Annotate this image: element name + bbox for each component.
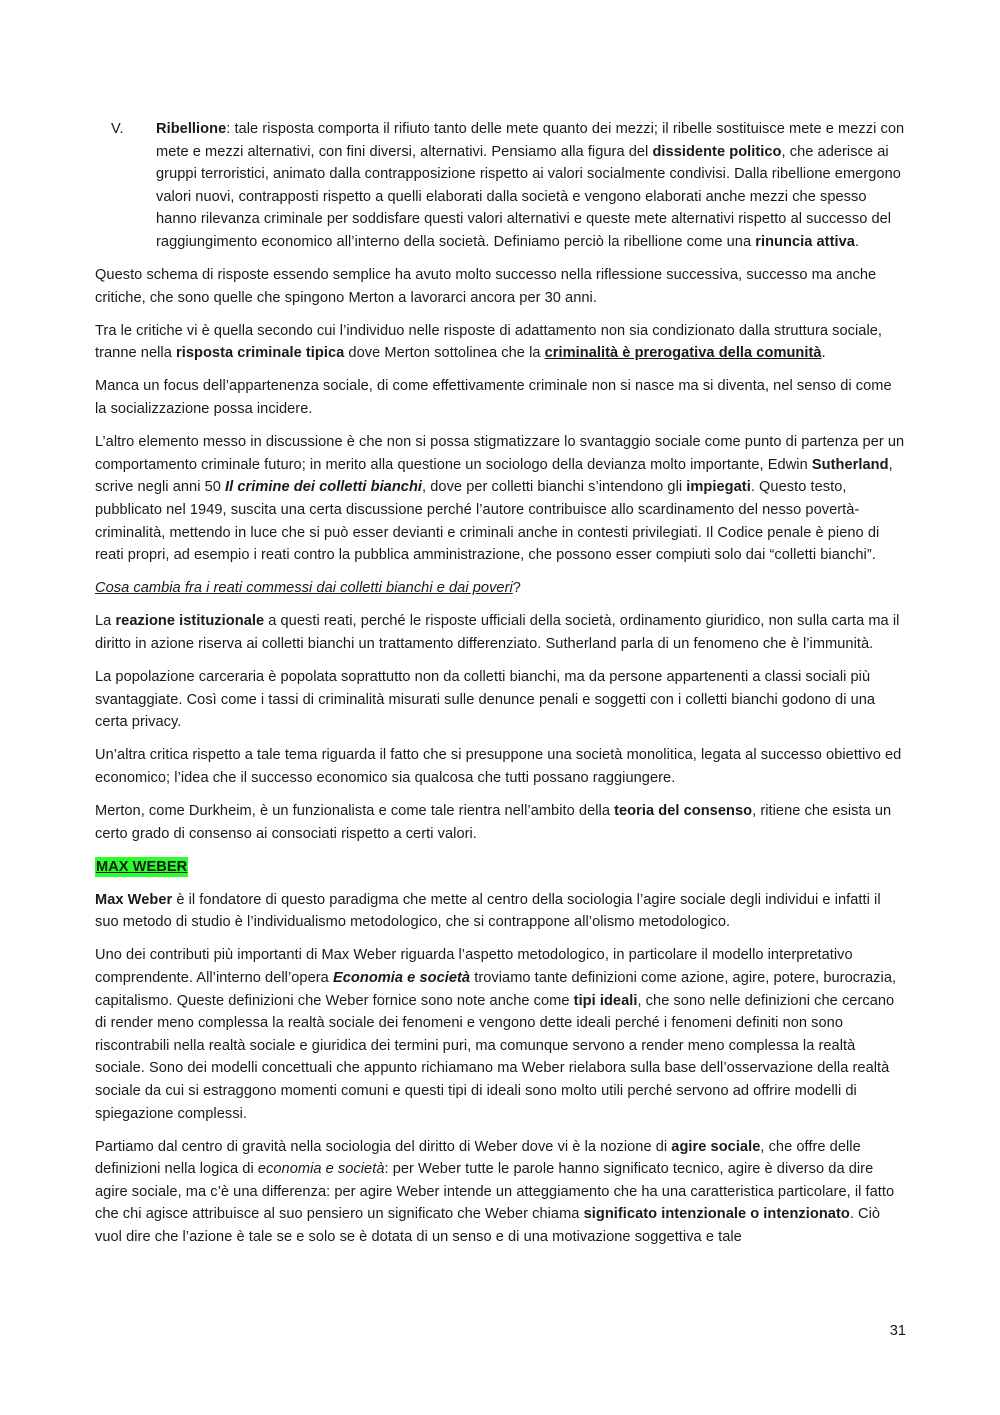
text-run: , dove per colletti bianchi s’intendono gli bbox=[422, 479, 687, 496]
text-run: , che aderisce ai gruppi terroristici, animato dalla contrapposizione rispetto ai valori socialmente condivisi. Dalla ribellione emergono valori nuovi, contrapposti rispetto a quelli elaborati dalla società e vengono elaborati anche mezzi che spesso hanno rilevanza criminale per soddisfare questi valori alternativi e queste mete alternativi rispetto al successo del raggiungimento economico all’interno della società. Definiamo perciò la ribellione come una bbox=[156, 143, 901, 250]
paragraph-societa-monolitica: Un’altra critica rispetto a tale tema riguarda il fatto che si presuppone una società monolitica, legata al successo obiettivo ed economico; l’idea che il successo economico sia qualcosa che tutti possano raggiungere. bbox=[95, 747, 902, 786]
text-run: Partiamo dal centro di gravità nella sociologia del diritto di Weber dove vi è la nozione di bbox=[95, 1138, 672, 1155]
text-run: , che sono nelle definizioni che cercano di render meno complessa la realtà sociale dei fenomeni e vengono dette ideali perché i fenomeni definiti non sono riscontrabili nella realtà sociale e giuridica dei termini puri, ma comunque servono a render meno complessa la realtà sociale. Sono dei modelli concettuali che appunto richiamano ma Weber rielabora sulla base dell’osservazione della realtà sociale da cui si estraggono momenti comuni e questi tipi di ideali sono molto utili perché servono ad offrire modelli di spiegazione complessi. bbox=[95, 992, 895, 1122]
paragraph-schema-risposte: Questo schema di risposte essendo semplice ha avuto molto successo nella riflessione successiva, successo ma anche critiche, che sono quelle che spingono Merton a lavorarci ancora per 30 anni. bbox=[95, 267, 877, 306]
text-run: La bbox=[95, 613, 116, 630]
term-significato-intenzionale: significato intenzionale o intenzionato bbox=[583, 1206, 850, 1223]
paragraph-reazione-istituzionale bbox=[95, 610, 907, 655]
term-dissidente-politico: dissidente politico bbox=[652, 143, 782, 160]
text-run: dove Merton sottolinea che la bbox=[344, 345, 545, 362]
text-run: . bbox=[854, 233, 860, 250]
paragraph-teoria-consenso bbox=[95, 800, 907, 845]
paragraph-question bbox=[95, 577, 907, 600]
book-title-economia-e-societa: Economia e società bbox=[332, 970, 471, 986]
term-sutherland: Sutherland bbox=[811, 456, 889, 473]
document-page bbox=[95, 118, 907, 1259]
text-run: . bbox=[821, 345, 826, 362]
term-rinuncia-attiva: rinuncia attiva bbox=[755, 233, 855, 250]
text-run: , ritiene che esista un certo grado di consenso ai consociati rispetto a certi valori. bbox=[95, 802, 892, 842]
term-max-weber: Max Weber bbox=[95, 891, 173, 908]
list-item-ribellione bbox=[95, 118, 907, 254]
text-run: : tale risposta comporta il rifiuto tanto delle mete quanto dei mezzi; il ribelle sostituisce mete e mezzi con mete e mezzi alternativi, con fini diversi, alternativi. Pensiamo alla figura del bbox=[156, 121, 905, 160]
text-run: . Ciò vuol dire che l’azione è tale se e solo se è dotata di un senso e di una motivazione soggettiva e tale bbox=[95, 1206, 881, 1246]
paragraph-critiche bbox=[95, 320, 907, 365]
text-run: Uno dei contributi più importanti di Max Weber riguarda l’aspetto metodologico, in particolare il modello interpretativo comprendente. All’interno dell’opera bbox=[95, 947, 853, 986]
text-run: a questi reati, perché le risposte ufficiali della società, ordinamento giuridico, non sulla carta ma il diritto in azione riserva ai colletti bianchi un trattamento differenziato. Sutherland parla di un fenomeno che è l’immunità. bbox=[95, 613, 900, 652]
list-item-body bbox=[156, 118, 907, 254]
paragraph-appartenenza-sociale: Manca un focus dell’appartenenza sociale, di come effettivamente criminale non si nasce ma si diventa, nel senso di come la socializzazione possa incidere. bbox=[95, 378, 892, 418]
term-risposta-criminale-tipica: risposta criminale tipica bbox=[175, 345, 345, 362]
paragraph-sutherland bbox=[95, 431, 907, 567]
text-run: , scrive negli anni 50 bbox=[95, 456, 893, 496]
book-title-crimine-colletti-bianchi: Il crimine dei colletti bianchi bbox=[225, 479, 423, 496]
term-criminalita-prerogativa: criminalità è prerogativa della comunità bbox=[544, 345, 822, 362]
text-run: è il fondatore di questo paradigma che mette al centro della sociologia l’agire sociale degli individui e infatti il suo metodo di studio è l’individualismo metodologico, che si contrappone all’olismo metodologico. bbox=[95, 891, 881, 931]
term-ribellione: Ribellione bbox=[156, 121, 227, 137]
question-text: Cosa cambia fra i reati commessi dai colletti bianchi e dai poveri bbox=[95, 580, 513, 597]
page-number: 31 bbox=[889, 1323, 906, 1339]
paragraph-popolazione-carceraria: La popolazione carceraria è popolata soprattutto non da colletti bianchi, ma da persone appartenenti a classi sociali più svantaggiate. Così come i tassi di criminalità misurati sulle denunce penali e soggetti con i colletti bianchi godono di una certa privacy. bbox=[95, 668, 876, 731]
text-run: . Questo testo, pubblicato nel 1949, suscita una certa discussione perché l’autore contribuisce allo scardinamento del nesso povertà-criminalità, mettendo in luce che si può esser devianti e criminali anche in contesti privilegiati. Il Codice penale è pieno di reati propri, ad esempio i reati contro la pubblica amministrazione, che possono esser compiuti solo dai “colletti bianchi”. bbox=[95, 479, 880, 564]
paragraph-agire-sociale bbox=[95, 1136, 907, 1249]
term-tipi-ideali: tipi ideali bbox=[573, 992, 638, 1009]
list-item-number: V. bbox=[111, 121, 124, 137]
paragraph-tipi-ideali bbox=[95, 944, 907, 1125]
section-heading-max-weber: MAX WEBER bbox=[96, 858, 188, 875]
text-run: : per Weber tutte le parole hanno significato tecnico, agire è diverso da dire agire sociale, ma c’è una differenza: per agire Weber intende un atteggiamento che ha una caratteristica particolare, il fatto che chi agisce attribuisce al suo pensiero un significato che Weber chiama bbox=[95, 1161, 895, 1223]
term-impiegati: impiegati bbox=[686, 479, 751, 496]
term-reazione-istituzionale: reazione istituzionale bbox=[115, 613, 265, 630]
section-heading-wrapper bbox=[95, 856, 907, 879]
text-run: troviamo tante definizioni come azione, agire, potere, burocrazia, capitalismo. Queste definizioni che Weber fornice sono note anche come bbox=[95, 970, 897, 1009]
text-run: ? bbox=[512, 580, 521, 597]
text-run: Tra le critiche vi è quella secondo cui l’individuo nelle risposte di adattamento non sia condizionato dalla struttura sociale, tranne nella bbox=[95, 322, 883, 362]
term-teoria-del-consenso: teoria del consenso bbox=[614, 802, 753, 819]
text-run: , che offre delle definizioni nella logica di bbox=[95, 1138, 861, 1178]
term-agire-sociale: agire sociale bbox=[671, 1138, 761, 1155]
italic-economia-e-societa: economia e società bbox=[257, 1161, 385, 1178]
paragraph-weber-fondatore bbox=[95, 889, 907, 934]
text-run: L’altro elemento messo in discussione è che non si possa stigmatizzare lo svantaggio sociale come punto di partenza per un comportamento criminale futuro; in merito alla questione un sociologo della devianza molto importante, Edwin bbox=[95, 434, 905, 473]
text-run: Merton, come Durkheim, è un funzionalista e come tale rientra nell’ambito della bbox=[95, 802, 615, 819]
